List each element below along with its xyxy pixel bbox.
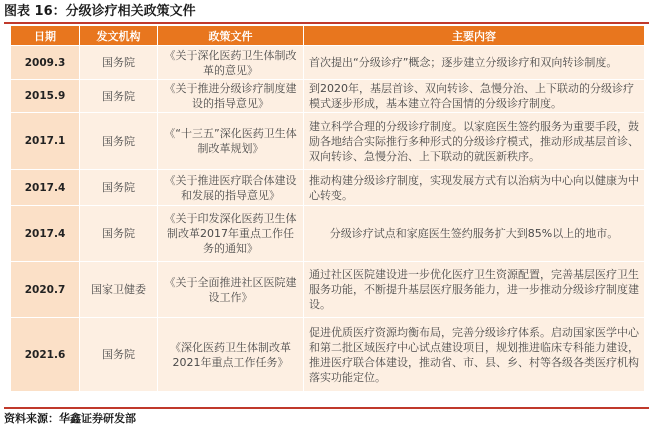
table-row: [11, 262, 645, 318]
row-doc: 《深化医药卫生体制改革2021年重点工作任务》: [158, 318, 304, 392]
row-org: 国务院: [80, 80, 158, 113]
row-org: 国务院: [80, 46, 158, 80]
row-date: 2021.6: [11, 318, 80, 392]
table-row: [11, 206, 645, 262]
row-content: 首次提出“分级诊疗”概念；逐步建立分级诊疗和双向转诊制度。: [304, 46, 645, 80]
row-date: 2020.7: [11, 262, 80, 318]
row-content: 建立科学合理的分级诊疗制度。以家庭医生签约服务为重要手段，鼓励各地结合实际推行多种形式的分级诊疗模式，推动形成基层首诊、双向转诊、急慢分治、上下联动的就医新秩序。: [304, 113, 645, 170]
header-content: 主要内容: [304, 26, 645, 46]
row-date: 2009.3: [11, 46, 80, 80]
row-org: 国务院: [80, 170, 158, 206]
row-content: 推动构建分级诊疗制度，实现发展方式有以治病为中心向以健康为中心转变。: [304, 170, 645, 206]
row-org: 国务院: [80, 206, 158, 262]
bottom-rule: [4, 407, 649, 409]
table-row: [11, 113, 645, 170]
policy-table: [10, 25, 645, 392]
row-doc: 《关于推进分级诊疗制度建设的指导意见》: [158, 80, 304, 113]
row-org: 国务院: [80, 113, 158, 170]
top-rule: [4, 22, 649, 24]
row-date: 2017.4: [11, 170, 80, 206]
table-row: [11, 170, 645, 206]
row-org: 国务院: [80, 318, 158, 392]
row-content: 到2020年，基层首诊、双向转诊、急慢分治、上下联动的分级诊疗模式逐步形成，基本建立符合国情的分级诊疗制度。: [304, 80, 645, 113]
row-doc: 《关于印发深化医药卫生体制改革2017年重点工作任务的通知》: [158, 206, 304, 262]
figure-title: 图表 16：分级诊疗相关政策文件: [4, 4, 196, 19]
table-row: [11, 46, 645, 80]
table-row: [11, 318, 645, 392]
table-row: [11, 80, 645, 113]
source-note: 资料来源：华鑫证券研发部: [4, 412, 136, 425]
row-doc: 《“十三五”深化医药卫生体制改革规划》: [158, 113, 304, 170]
row-doc: 《关于全面推进社区医院建设工作》: [158, 262, 304, 318]
row-doc: 《关于推进医疗联合体建设和发展的指导意见》: [158, 170, 304, 206]
row-content: 促进优质医疗资源均衡布局，完善分级诊疗体系。启动国家医学中心和第二批区域医疗中心试点建设项目，规划推进临床专科能力建设，推进医疗联合体建设，推动省、市、县、乡、村等各级各类医疗机构落实功能定位。: [304, 318, 645, 392]
row-content: 分级诊疗试点和家庭医生签约服务扩大到85%以上的地市。: [304, 206, 645, 262]
row-org: 国家卫健委: [80, 262, 158, 318]
row-date: 2017.1: [11, 113, 80, 170]
row-date: 2017.4: [11, 206, 80, 262]
row-doc: 《关于深化医药卫生体制改革的意见》: [158, 46, 304, 80]
row-content: 通过社区医院建设进一步优化医疗卫生资源配置，完善基层医疗卫生服务功能，不断提升基层医疗服务能力，进一步推动分级诊疗制度建设。: [304, 262, 645, 318]
header-org: 发文机构: [80, 26, 158, 46]
header-date: 日期: [11, 26, 80, 46]
table-header-row: [11, 26, 645, 46]
header-doc: 政策文件: [158, 26, 304, 46]
row-date: 2015.9: [11, 80, 80, 113]
